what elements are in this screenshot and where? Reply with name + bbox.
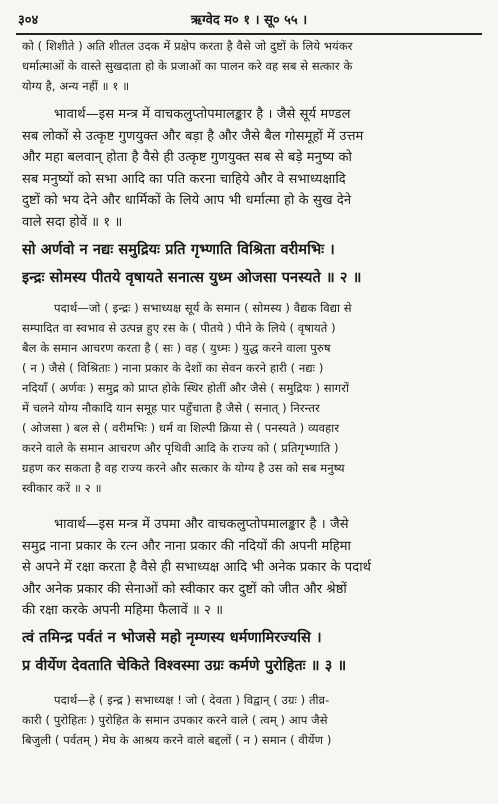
text-line: ( ओजसा ) बल से ( वरीमभिः ) धर्म वा शिल्पी क्रिया से ( पनस्यते ) व्यवहार	[22, 421, 340, 435]
text-line: योग्य है, अन्य नहीं ॥ १ ॥	[22, 79, 130, 93]
text-line: बैल के समान आचरण करता है ( सः ) वह ( युध्मः ) युद्ध करने वाला पुरुष	[22, 341, 331, 355]
text-line: स्वीकार करें ॥ २ ॥	[22, 481, 102, 495]
text-line: सब मनुष्यों को सभा आदि का पति करना चाहिये और वे सभाध्यक्षादि	[22, 171, 346, 187]
bhavarth-paragraph-2	[22, 514, 482, 622]
text-line: दुष्टों को भय देने और धार्मिकों के लिये आप भी धर्मात्मा हो के सुख देने	[22, 193, 352, 208]
text-line: बिजुली ( पर्वतम् ) मेघ के आश्रय करने वाले बद्दलों ( न ) समान ( वीर्येण )	[22, 733, 332, 747]
text-line: की रक्षा करके अपनी महिमा फैलावें ॥ २ ॥	[22, 603, 224, 618]
text-line: में चलने योग्य नौकादि यान समूह पार पहुँचाता है जैसे ( सनात् ) निरन्तर	[22, 401, 320, 415]
text-line: ( न ) जैसे ( विश्रिताः ) नाना प्रकार के देशों का सेवन करने हारी ( नद्यः )	[22, 361, 324, 375]
text-line: कारी ( पुरोहितः ) पुरोहित के समान उपकार करने वाले ( त्वम् ) आप जैसे	[22, 713, 328, 727]
verse-line: सो अर्णवो न नद्यः समुद्रियः प्रति गृभ्णाति विश्रिता वरीमभिः ।	[22, 242, 335, 258]
mantra-verse-2	[22, 236, 482, 292]
prose-continuation	[22, 36, 482, 96]
text-line: सम्पादित वा स्वभाव से उत्पन्न हुए रस के ( पीतये ) पीने के लिये ( वृषायते )	[22, 321, 336, 335]
text-line: पदार्थ—जो ( इन्द्रः ) सभाध्यक्ष सूर्य के समान ( सोमस्य ) वैद्यक विद्या से	[54, 301, 352, 315]
text-line: समुद्र नाना प्रकार के रत्न और नाना प्रकार की नदियों की अपनी महिमा	[22, 538, 352, 554]
text-line: पदार्थ—हे ( इन्द्र ) सभाध्यक्ष ! जो ( देवता ) विद्वान् ( उग्रः ) तीव्र-	[54, 693, 330, 707]
verse-line: प्र वीर्येण देवताति चेकिते विश्वस्मा उग्रः कर्मणे पुरोहितः ॥ ३ ॥	[22, 658, 347, 674]
text-line: और महा बलवान् होता है वैसे ही उत्कृष्ट गुणयुक्त सब से बड़े मनुष्य को	[22, 150, 352, 165]
page-number: ३०४	[18, 13, 39, 28]
padarth-paragraph-3	[22, 690, 482, 750]
header-rule	[16, 33, 482, 35]
text-line: धर्मात्माओं के वास्ते सुखदाता हो के प्रजाओं का पालन करे वह सब से सत्कार के	[22, 59, 353, 73]
text-line: सब लोकों से उत्कृष्ट गुणयुक्त और बड़ा है और जैसे बैल गोसमूहों में उत्तम	[22, 128, 364, 144]
text-line: भावार्थ—इस मन्त्र में वाचकलुप्तोपमालङ्कार है । जैसे सूर्य मण्डल	[54, 107, 351, 122]
bhavarth-paragraph-1	[22, 104, 482, 233]
mantra-verse-3	[22, 624, 482, 680]
page-header	[18, 6, 480, 30]
running-head: ऋग्वेद म० १ । सू० ५५ ।	[190, 13, 308, 28]
padarth-paragraph-2	[22, 298, 482, 498]
text-line: और अनेक प्रकार की सेनाओं को स्वीकार कर दुष्टों को जीत और श्रेष्ठों	[22, 581, 347, 597]
text-line: भावार्थ—इस मन्त्र में उपमा और वाचकलुप्तोपमालङ्कार है । जैसे	[54, 517, 349, 532]
text-line: से अपने में रक्षा करता है वैसे ही सभाध्यक्ष आदि भी अनेक प्रकार के पदार्थ	[22, 560, 372, 575]
text-line: को ( शिशीते ) अति शीतल उदक में प्रक्षेप करता है वैसे जो दुष्टों के लिये भयंकर	[22, 39, 353, 53]
verse-line: इन्द्रः सोमस्य पीतये वृषायते सनात्स युध्म ओजसा पनस्यते ॥ २ ॥	[22, 270, 362, 286]
text-line: ग्रहण कर सकता है वह राज्य करने और सत्कार के योग्य है उस को सब मनुष्य	[22, 461, 345, 475]
text-line: नदियाँ ( अर्णवः ) समुद्र को प्राप्त होके स्थिर होतीं और जैसे ( समुद्रियः ) सागरों	[22, 381, 350, 395]
text-line: करने वाले के समान आचरण और पृथिवी आदि के राज्य को ( प्रतिगृभ्णाति )	[22, 441, 339, 455]
text-line: वाले सदा होवें ॥ १ ॥	[22, 214, 123, 230]
verse-line: त्वं तमिन्द्र पर्वतं न भोजसे महो नृम्णस्य धर्मणामिरज्यसि ।	[22, 630, 322, 646]
